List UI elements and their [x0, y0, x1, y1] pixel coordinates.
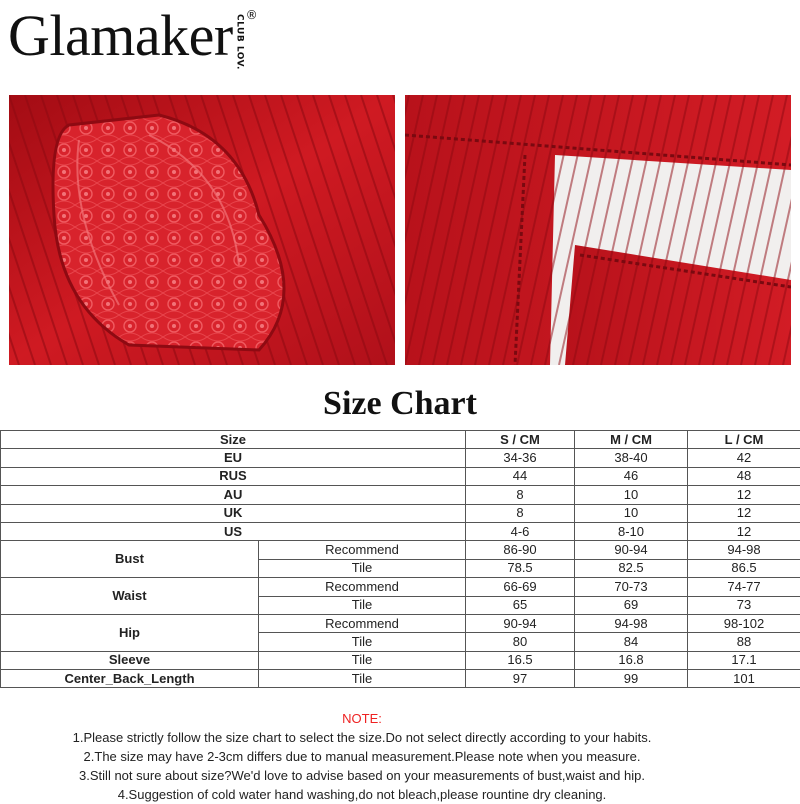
- note-item: 4.Suggestion of cold water hand washing,do not bleach,please rountine dry cleaning.: [0, 785, 724, 804]
- note-item: 3.Still not sure about size?We'd love to advise based on your measurements of bust,waist and hip.: [0, 766, 724, 785]
- table-cell: 94-98: [688, 541, 800, 559]
- table-cell: 12: [688, 486, 800, 504]
- table-cell: 34-36: [466, 449, 575, 467]
- note-item: 1.Please strictly follow the size chart to select the size.Do not select directly according to your habits.: [0, 728, 724, 747]
- header-cell-m: M / CM: [575, 431, 688, 449]
- size-chart-title: Size Chart: [0, 385, 800, 423]
- note-item: 2.The size may have 2-3cm differs due to manual measurement.Please note when you measure.: [0, 747, 724, 766]
- row-label-rus: RUS: [1, 467, 466, 485]
- table-cell: 48: [688, 467, 800, 485]
- table-cell: 44: [466, 467, 575, 485]
- row-label-center-back-length: Center_Back_Length: [1, 670, 259, 688]
- table-cell: 12: [688, 504, 800, 522]
- table-row: [1, 670, 800, 688]
- table-cell: 46: [575, 467, 688, 485]
- row-label-waist: Waist: [1, 578, 259, 615]
- table-cell: 8: [466, 504, 575, 522]
- table-cell: 73: [688, 596, 800, 614]
- table-row: [1, 578, 800, 596]
- table-row: [1, 486, 800, 504]
- table-row: [1, 522, 800, 540]
- size-chart-table: [0, 430, 800, 688]
- table-row: [1, 504, 800, 522]
- measure-type: Tile: [259, 670, 466, 688]
- table-cell: 90-94: [575, 541, 688, 559]
- table-cell: 74-77: [688, 578, 800, 596]
- header-cell-size: Size: [1, 431, 466, 449]
- table-cell: 98-102: [688, 614, 800, 632]
- row-label-hip: Hip: [1, 614, 259, 651]
- table-row: [1, 651, 800, 669]
- header-cell-s: S / CM: [466, 431, 575, 449]
- measure-type: Recommend: [259, 578, 466, 596]
- table-cell: 8-10: [575, 522, 688, 540]
- table-cell: 65: [466, 596, 575, 614]
- table-cell: 97: [466, 670, 575, 688]
- table-cell: 16.8: [575, 651, 688, 669]
- brand-tagline: CLUB LOV.: [235, 14, 245, 70]
- table-header-row: [1, 431, 800, 449]
- table-cell: 8: [466, 486, 575, 504]
- table-cell: 86.5: [688, 559, 800, 577]
- table-cell: 101: [688, 670, 800, 688]
- table-cell: 99: [575, 670, 688, 688]
- registered-mark: ®: [246, 8, 258, 22]
- row-label-bust: Bust: [1, 541, 259, 578]
- table-row: [1, 614, 800, 632]
- table-cell: 17.1: [688, 651, 800, 669]
- measure-type: Recommend: [259, 614, 466, 632]
- table-cell: 80: [466, 633, 575, 651]
- measure-type: Tile: [259, 651, 466, 669]
- table-cell: 69: [575, 596, 688, 614]
- table-cell: 82.5: [575, 559, 688, 577]
- row-label-sleeve: Sleeve: [1, 651, 259, 669]
- measure-type: Tile: [259, 596, 466, 614]
- brand-logo: [8, 0, 258, 80]
- table-cell: 94-98: [575, 614, 688, 632]
- lace-detail-photo: [9, 95, 395, 365]
- table-cell: 10: [575, 486, 688, 504]
- row-label-eu: EU: [1, 449, 466, 467]
- notes-section: [0, 709, 724, 804]
- table-cell: 84: [575, 633, 688, 651]
- measure-type: Tile: [259, 633, 466, 651]
- table-cell: 38-40: [575, 449, 688, 467]
- table-cell: 4-6: [466, 522, 575, 540]
- row-label-au: AU: [1, 486, 466, 504]
- row-label-uk: UK: [1, 504, 466, 522]
- table-cell: 70-73: [575, 578, 688, 596]
- table-cell: 78.5: [466, 559, 575, 577]
- table-cell: 42: [688, 449, 800, 467]
- table-cell: 88: [688, 633, 800, 651]
- table-cell: 12: [688, 522, 800, 540]
- measure-type: Tile: [259, 559, 466, 577]
- measure-type: Recommend: [259, 541, 466, 559]
- table-cell: 86-90: [466, 541, 575, 559]
- table-cell: 10: [575, 504, 688, 522]
- table-cell: 90-94: [466, 614, 575, 632]
- table-cell: 16.5: [466, 651, 575, 669]
- table-row: [1, 467, 800, 485]
- table-cell: 66-69: [466, 578, 575, 596]
- notes-heading: NOTE:: [0, 709, 724, 728]
- brand-name: Glamaker: [8, 0, 233, 72]
- table-row: [1, 449, 800, 467]
- row-label-us: US: [1, 522, 466, 540]
- table-row: [1, 541, 800, 559]
- header-cell-l: L / CM: [688, 431, 800, 449]
- hem-detail-photo: [405, 95, 791, 365]
